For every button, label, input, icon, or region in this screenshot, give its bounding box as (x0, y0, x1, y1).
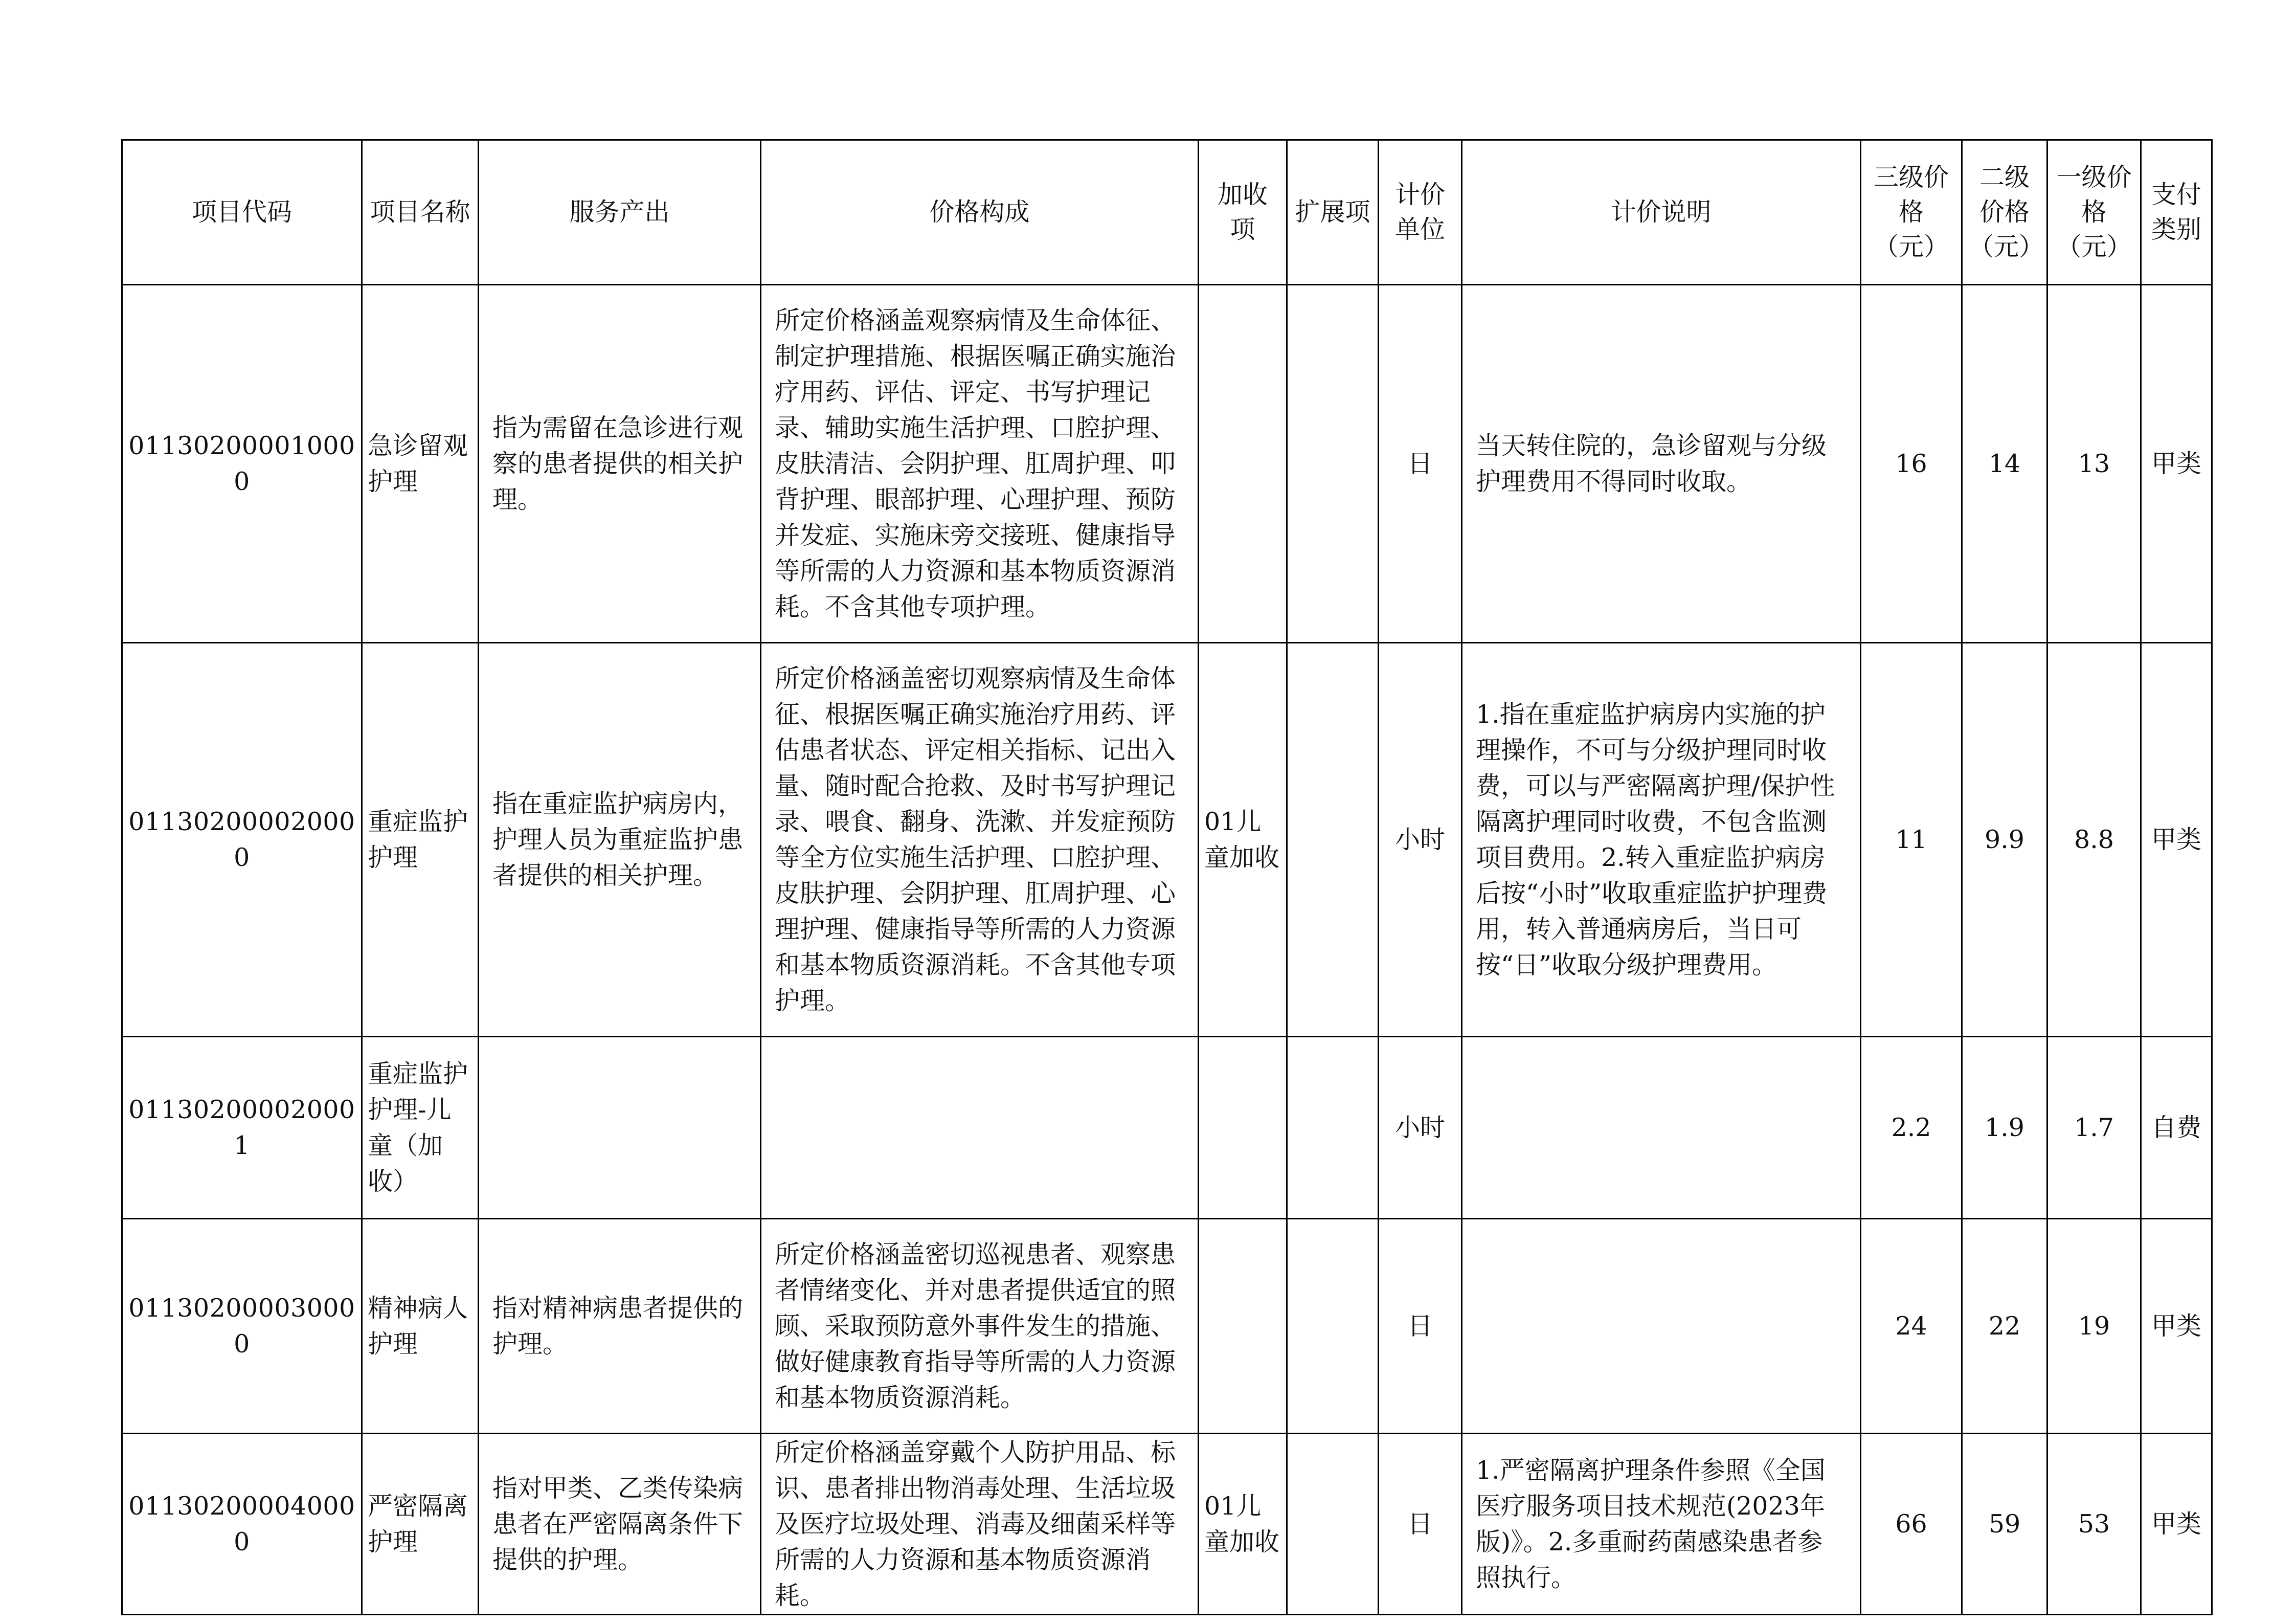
header-row (122, 140, 2212, 285)
cell-unit: 小时 (1379, 643, 1462, 1037)
cell-service: 指对精神病患者提供的护理。 (479, 1219, 761, 1434)
cell-composition: 所定价格涵盖观察病情及生命体征、制定护理措施、根据医嘱正确实施治疗用药、评估、评定、书写护理记录、辅助实施生活护理、口腔护理、皮肤清洁、会阴护理、肛周护理、叩背护理、眼部护理、心理护理、预防并发症、实施床旁交接班、健康指导等所需的人力资源和基本物质资源消耗。不含其他专项护理。 (761, 285, 1199, 643)
cell-unit: 日 (1379, 1219, 1462, 1434)
cell-payment: 甲类 (2141, 1434, 2212, 1615)
cell-price1: 8.8 (2047, 643, 2141, 1037)
header-extension: 扩展项 (1287, 140, 1379, 285)
header-price1: 一级价格（元） (2047, 140, 2141, 285)
header-composition: 价格构成 (761, 140, 1199, 285)
cell-payment: 甲类 (2141, 285, 2212, 643)
cell-service: 指对甲类、乙类传染病患者在严密隔离条件下提供的护理。 (479, 1434, 761, 1615)
cell-surcharge: 01儿童加收 (1199, 1434, 1287, 1615)
cell-composition (761, 1037, 1199, 1219)
cell-extension (1287, 285, 1379, 643)
cell-price3: 11 (1861, 643, 1962, 1037)
table-row (122, 643, 2212, 1037)
table-row (122, 1037, 2212, 1219)
cell-price3: 2.2 (1861, 1037, 1962, 1219)
cell-name: 严密隔离护理 (362, 1434, 479, 1615)
cell-note: 1.指在重症监护病房内实施的护理操作，不可与分级护理同时收费，可以与严密隔离护理/保护性隔离护理同时收费，不包含监测项目费用。2.转入重症监护病房后按“小时”收取重症监护护理费用，转入普通病房后，当日可按“日”收取分级护理费用。 (1462, 643, 1861, 1037)
cell-extension (1287, 1219, 1379, 1434)
cell-price1: 53 (2047, 1434, 2141, 1615)
cell-name: 重症监护护理-儿童（加收） (362, 1037, 479, 1219)
cell-price2: 59 (1962, 1434, 2047, 1615)
cell-note: 1.严密隔离护理条件参照《全国医疗服务项目技术规范(2023年版)》。2.多重耐药菌感染患者参照执行。 (1462, 1434, 1861, 1615)
cell-composition: 所定价格涵盖穿戴个人防护用品、标识、患者排出物消毒处理、生活垃圾及医疗垃圾处理、消毒及细菌采样等所需的人力资源和基本物质资源消耗。 (761, 1434, 1199, 1615)
header-unit: 计价单位 (1379, 140, 1462, 285)
header-name: 项目名称 (362, 140, 479, 285)
cell-code: 011302000020001 (122, 1037, 362, 1219)
cell-note (1462, 1219, 1861, 1434)
header-note: 计价说明 (1462, 140, 1861, 285)
cell-service (479, 1037, 761, 1219)
cell-price3: 16 (1861, 285, 1962, 643)
cell-price1: 13 (2047, 285, 2141, 643)
cell-price2: 22 (1962, 1219, 2047, 1434)
header-price2: 二级价格（元） (1962, 140, 2047, 285)
cell-service: 指在重症监护病房内，护理人员为重症监护患者提供的相关护理。 (479, 643, 761, 1037)
cell-surcharge (1199, 1037, 1287, 1219)
cell-price1: 19 (2047, 1219, 2141, 1434)
cell-surcharge: 01儿童加收 (1199, 643, 1287, 1037)
table-row (122, 1434, 2212, 1615)
header-service: 服务产出 (479, 140, 761, 285)
price-table (121, 139, 2213, 1615)
cell-name: 精神病人护理 (362, 1219, 479, 1434)
cell-payment: 甲类 (2141, 643, 2212, 1037)
cell-price3: 24 (1861, 1219, 1962, 1434)
cell-code: 011302000040000 (122, 1434, 362, 1615)
cell-payment: 甲类 (2141, 1219, 2212, 1434)
cell-composition: 所定价格涵盖密切观察病情及生命体征、根据医嘱正确实施治疗用药、评估患者状态、评定相关指标、记出入量、随时配合抢救、及时书写护理记录、喂食、翻身、洗漱、并发症预防等全方位实施生活护理、口腔护理、皮肤护理、会阴护理、肛周护理、心理护理、健康指导等所需的人力资源和基本物质资源消耗。不含其他专项护理。 (761, 643, 1199, 1037)
cell-name: 重症监护护理 (362, 643, 479, 1037)
cell-price1: 1.7 (2047, 1037, 2141, 1219)
header-price3: 三级价格（元） (1861, 140, 1962, 285)
cell-unit: 日 (1379, 285, 1462, 643)
cell-name: 急诊留观护理 (362, 285, 479, 643)
cell-code: 011302000020000 (122, 643, 362, 1037)
cell-price2: 14 (1962, 285, 2047, 643)
cell-code: 011302000010000 (122, 285, 362, 643)
cell-surcharge (1199, 285, 1287, 643)
cell-extension (1287, 1434, 1379, 1615)
cell-note (1462, 1037, 1861, 1219)
cell-price2: 9.9 (1962, 643, 2047, 1037)
cell-price3: 66 (1861, 1434, 1962, 1615)
cell-composition: 所定价格涵盖密切巡视患者、观察患者情绪变化、并对患者提供适宜的照顾、采取预防意外事件发生的措施、做好健康教育指导等所需的人力资源和基本物质资源消耗。 (761, 1219, 1199, 1434)
cell-unit: 小时 (1379, 1037, 1462, 1219)
cell-payment: 自费 (2141, 1037, 2212, 1219)
cell-code: 011302000030000 (122, 1219, 362, 1434)
cell-price2: 1.9 (1962, 1037, 2047, 1219)
header-surcharge: 加收项 (1199, 140, 1287, 285)
cell-surcharge (1199, 1219, 1287, 1434)
cell-extension (1287, 643, 1379, 1037)
cell-service: 指为需留在急诊进行观察的患者提供的相关护理。 (479, 285, 761, 643)
cell-unit: 日 (1379, 1434, 1462, 1615)
cell-extension (1287, 1037, 1379, 1219)
cell-note: 当天转住院的，急诊留观与分级护理费用不得同时收取。 (1462, 285, 1861, 643)
header-payment: 支付类别 (2141, 140, 2212, 285)
table-row (122, 1219, 2212, 1434)
table-row (122, 285, 2212, 643)
header-code: 项目代码 (122, 140, 362, 285)
